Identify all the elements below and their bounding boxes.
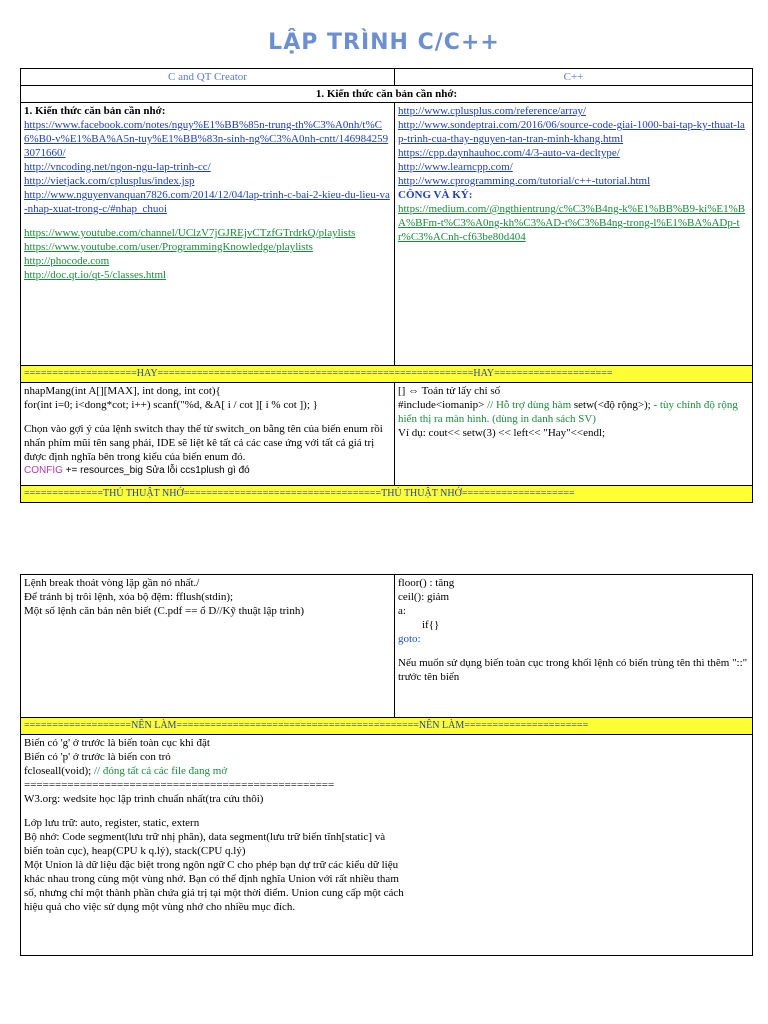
iomanip-comment: // Hỗ trợ dùng hàm <box>487 399 574 411</box>
scope-operator-tip: Nếu muốn sử dụng biến toàn cục trong khối lệnh có biến trùng tên thì thêm "::" trước tên biến <box>398 657 748 683</box>
config-rest: += resources_big Sửa lỗi ccs1plush gì đó <box>62 465 250 476</box>
memory-segments-tip: Bộ nhớ: Code segment(lưu trữ nhị phân), data segment(lưu trữ biến tĩnh[static] và biến toàn cục), heap(CPU k q.lý), stack(CPU q.lý) <box>24 831 386 857</box>
link-youtube-user[interactable]: https://www.youtube.com/user/ProgrammingKnowledge/playlists <box>24 241 313 253</box>
hay-left-cell <box>21 383 395 486</box>
basic-commands-tip: Một số lệnh căn bản nên biết (C.pdf == ổ D//Kỹ thuật lập trình) <box>24 605 305 617</box>
link-vietjack[interactable]: http://vietjack.com/cplusplus/index.jsp <box>24 175 195 187</box>
goto-keyword: goto: <box>398 633 421 645</box>
link-facebook-note[interactable]: https://www.facebook.com/notes/nguy%E1%BB%85n-trung-th%C3%A0nh/t%C6%B0-v%E1%BA%A5n-tuy%E1%BB%83n-sinh-ng%C3%A0nh-cntt/1469842593071660/ <box>24 119 389 159</box>
pointer-prefix-tip: Biến có 'p' ở trước là biến con trỏ <box>24 751 171 763</box>
link-learncpp[interactable]: http://www.learncpp.com/ <box>398 161 513 173</box>
header-right: C++ <box>395 69 753 86</box>
tips-left-cell <box>21 575 395 718</box>
union-description: Một Union là dữ liệu đặc biệt trong ngôn ngữ C cho phép bạn dự trữ các kiểu dữ liệu khác nhau trong cùng một vùng nhớ. Bạn có thể định nghĩa Union với rất nhiều tham số, nhưng chỉ một thành phần chứa giá trị tại một thời điểm. Union cung cấp một cách hiệu quả cho việc sử dụng một vùng nhớ cho nhiều mục đích. <box>24 859 404 913</box>
right-heading: CÔNG VÀ KÝ: <box>398 189 473 201</box>
left-heading: 1. Kiến thức căn bản cần nhớ: <box>24 105 166 117</box>
config-key: CONFIG <box>24 465 63 476</box>
setw-example: Ví dụ: cout<< setw(3) << left<< "Hay"<<endl; <box>398 427 606 439</box>
nenlam-bar: ===================NÊN LÀM===========================================NÊN LÀM====================== <box>21 718 753 735</box>
code-line-2: for(int i=0; i<dong*cot; i++) scanf("%d, &A[ i / cot ][ i % cot ]); } <box>24 399 318 411</box>
page-title: LẬP TRÌNH C/C++ <box>268 30 500 55</box>
link-sondeptrai[interactable]: http://www.sondeptrai.com/2016/06/source-code-giai-1000-bai-tap-ky-thuat-lap-trinh-cua-thay-nguyen-tan-tran-minh-khang.html <box>398 119 745 145</box>
separator-line: ================================================== <box>24 779 335 791</box>
hay-bar: ====================HAY========================================================HAY===================== <box>21 366 753 383</box>
break-tip: Lệnh break thoát vòng lặp gần nó nhất./ <box>24 577 200 589</box>
link-nguyenvanquan[interactable]: http://www.nguyenvanquan7826.com/2014/12/04/lap-trinh-c-bai-2-kieu-du-lieu-va-nhap-xuat-trong-c/#nhap_chuoi <box>24 189 390 215</box>
link-cplusplus[interactable]: http://www.cplusplus.com/reference/array/ <box>398 105 587 117</box>
iomanip-include: #include<iomanip> <box>398 399 488 411</box>
hay-right-cell <box>395 383 753 486</box>
fflush-tip: Để tránh bị trôi lệnh, xóa bộ đệm: fflush(stdin); <box>24 591 234 603</box>
setw-call: setw(<độ rộng>); <box>573 399 651 411</box>
link-youtube-channel[interactable]: https://www.youtube.com/channel/UClzV7jGJREjvCTzfGTrdrkQ/playlists <box>24 227 356 239</box>
fcloseall-comment: // đóng tất cả các file đang mở <box>93 765 228 777</box>
link-cprogramming[interactable]: http://www.cprogramming.com/tutorial/c++-tutorial.html <box>398 175 651 187</box>
section-heading: 1. Kiến thức căn bản cần nhớ: <box>21 86 753 103</box>
switch-tip: Chọn vào gợi ý của lệnh switch thay thế từ switch_on bằng tên của biến enum rồi nhấn phím mũi tên sang phải, IDE sẽ liệt kê tất cả các case ứng với tất cả giá trị được định nghĩa bên trong kiểu của biến enum đó. <box>24 423 383 463</box>
header-left: C and QT Creator <box>21 69 395 86</box>
storage-class-tip: Lớp lưu trữ: auto, register, static, extern <box>24 817 200 829</box>
nenlam-cell <box>21 735 753 956</box>
left-links-cell <box>21 103 395 366</box>
link-daynhauhoc[interactable]: https://cpp.daynhauhoc.com/4/3-auto-va-decltype/ <box>398 147 620 159</box>
index-operator-note: [] ⇔ Toán tử lấy chỉ số <box>398 385 501 397</box>
w3-tip: W3.org: wedsite học lập trình chuẩn nhất(tra cứu thôi) <box>24 793 264 805</box>
label-a: a: <box>398 605 406 617</box>
link-medium[interactable]: https://medium.com/@ngthientrung/c%C3%B4ng-k%E1%BB%B9-ki%E1%BA%BFm-t%C3%A0ng-kh%C3%AD-t%C3%B4ng-trong-l%E1%BA%ADp-tr%C3%ACnh-cf63be80d404 <box>398 203 746 243</box>
if-block: if{} <box>422 619 440 631</box>
global-prefix-tip: Biến có 'g' ở trước là biến toàn cục khi đặt <box>24 737 210 749</box>
thuthuat-bar: ==============THỦ THUẬT NHỚ===================================THỦ THUẬT NHỚ==================== <box>21 486 753 503</box>
code-line-1: nhapMang(int A[][MAX], int dong, int cot){ <box>24 385 221 397</box>
tips-right-cell <box>395 575 753 718</box>
link-phocode[interactable]: http://phocode.com <box>24 255 110 267</box>
ceil-tip: ceil(): giảm <box>398 591 450 603</box>
knowledge-table <box>20 68 753 503</box>
fcloseall-call: fcloseall(void); <box>24 765 94 777</box>
link-qt-doc[interactable]: http://doc.qt.io/qt-5/classes.html <box>24 269 167 281</box>
floor-tip: floor() : tăng <box>398 577 455 589</box>
tips-table <box>20 574 753 956</box>
link-vncoding[interactable]: http://vncoding.net/ngon-ngu-lap-trinh-cc/ <box>24 161 211 173</box>
right-links-cell <box>395 103 753 366</box>
setw-desc: - tùy chỉnh độ rộng hiển thị ra màn hình. (dùng in danh sách SV) <box>398 399 738 425</box>
